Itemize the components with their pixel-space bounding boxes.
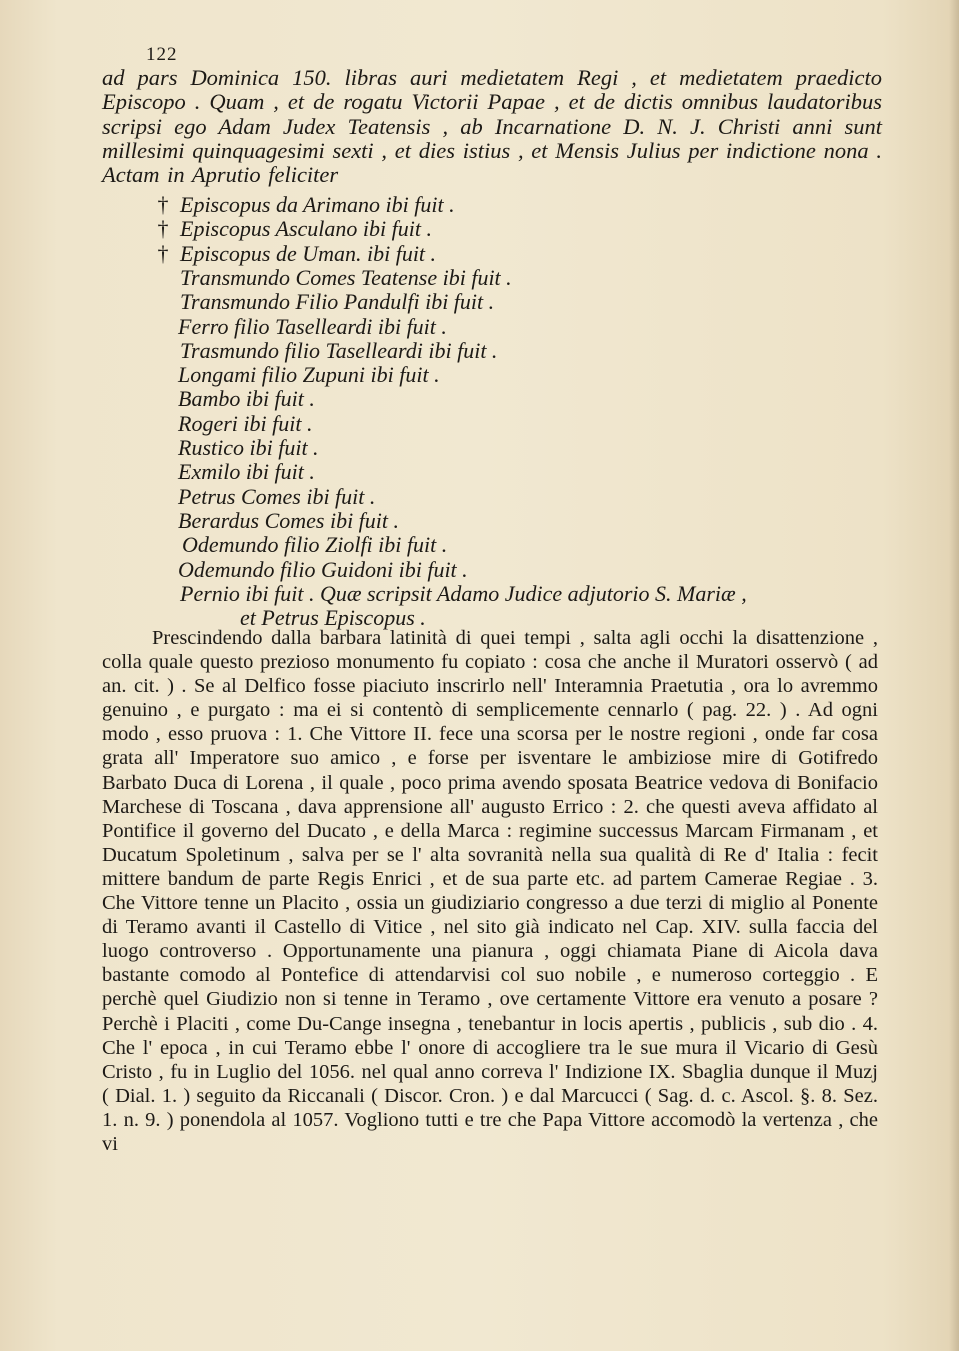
- signature-line: [152, 217, 432, 241]
- signature-text: Odemundo filio Guidoni ibi fuit .: [178, 556, 468, 582]
- signature-text: Transmundo Comes Teatense ibi fuit .: [180, 264, 512, 290]
- signature-line: [178, 412, 312, 436]
- signature-line: [178, 436, 319, 460]
- signature-line: [180, 582, 747, 606]
- signature-text: Longami filio Zupuni ibi fuit .: [178, 362, 440, 388]
- signature-line: [178, 315, 447, 339]
- signature-line: [178, 363, 440, 387]
- signature-text: Rustico ibi fuit .: [178, 435, 319, 460]
- signature-line: [178, 509, 399, 533]
- signature-text: Episcopus de Uman. ibi fuit .: [180, 240, 437, 266]
- signature-text: Rogeri ibi fuit .: [178, 410, 313, 436]
- signature-line: [178, 387, 315, 411]
- signature-line: [178, 485, 375, 509]
- signature-line: [178, 558, 468, 582]
- page-edge-shadow: [949, 0, 959, 1351]
- signature-text: Episcopus Asculano ibi fuit .: [180, 216, 432, 242]
- signature-text: Ferro filio Taselleardi ibi fuit .: [178, 313, 447, 339]
- signature-text: Episcopus da Arimano ibi fuit .: [180, 192, 455, 217]
- signature-line: [180, 266, 512, 290]
- page-number: 122: [146, 44, 178, 65]
- signature-text: Trasmundo filio Taselleardi ibi fuit .: [180, 337, 498, 363]
- signature-line: [180, 290, 494, 314]
- signature-text: Odemundo filio Ziolfi ibi fuit .: [182, 532, 448, 558]
- cross-mark-icon: †: [157, 192, 169, 217]
- signature-line: [152, 242, 436, 266]
- signature-text: Exmilo ibi fuit .: [178, 459, 315, 485]
- signature-text: Berardus Comes ibi fuit .: [178, 507, 400, 533]
- cross-mark-icon: †: [157, 216, 169, 242]
- commentary-text: Prescindendo dalla barbara latinità di quei tempi , salta agli occhi la disattenzione , colla quale questo prezioso monumento fu copiato : cosa che anche il Muratori osservò ( ad an. cit. ) . Se al Delfico fosse piaciuto inscrirlo nell' Interamnia Praetutia , ora lo avremmo genuino , e purgato : ma ei si contentò di semplicemente cennarlo ( pag. 22. ) . Ad ogni modo , esso pruova : 1. Che Vittore II. fece una scorsa per le nostre regioni , onde far cosa grata all' Imperatore suo amico , e forse per isventare le ambiziose mire di Gotifredo Barbato Duca di Lorena , il quale , poco prima avendo sposata Beatrice vedova di Bonifacio Marchese di Toscana , dava apprensione all' augusto Errico : 2. che questi aveva affidato al Pontifice il governo del Ducato , e della Marca : regimine successus Marcam Firmanam , et Ducatum Spoletinum , salva per se l' alta sovranità nella sua qualità di Re d' Italia : fecit mittere bandum de parte Regis Enrici , et de sua parte etc. ad partem Camerae Regiae . 3. Che Vittore tenne un Placito , ossia un giudiziario congresso a due terzi di miglio al Ponente di Teramo avanti il Castello di Vitice , nel sito già indicato nel Cap. XIV. sulla faccia del luogo controverso . Opportunamente una pianura , oggi chiamata Piane di Aicola dava bastante comodo al Pontefice di attendarvisi col suo nobile , e numeroso corteggio . E perchè quel Giudizio non si tenne in Teramo , ove certamente Vittore era venuto a posare ? Perchè i Placiti , come Du-Cange insegna , tenebantur in locis apertis , publicis , sub dio . 4. Che l' epoca , in cui Teramo ebbe l' onore di accogliere tra le sue mura il Vicario di Gesù Cristo , fu in Luglio del 1056. nel qual anno correva l' Indizione IX. Sbaglia dunque il Muzj ( Dial. 1. ) seguito da Riccanali ( Discor. Cron. ) e dal Marcucci ( Sag. d. c. Ascol. §. 8. Sez. 1. n. 9. ) ponendola al 1057. Vogliono tutti e tre che Papa Vittore accomodò la vertenza , che vi: [102, 627, 878, 1155]
- commentary-paragraph: [102, 626, 878, 1156]
- signature-line: [180, 339, 497, 363]
- signature-line: [182, 533, 447, 557]
- signature-text: Petrus Comes ibi fuit .: [178, 483, 376, 509]
- signature-text: et Petrus Episcopus .: [240, 605, 426, 631]
- signature-line: [152, 193, 455, 217]
- signature-text: Bambo ibi fuit .: [178, 386, 315, 412]
- latin-charter-paragraph: ad pars Dominica 150. libras auri medietatem Regi , et medietatem praedicto Episcopo . Quam , et de rogatu Victorii Papae , et de dictis omnibus laudatoribus scripsi ego Adam Judex Teatensis , ab Incarnatione D. N. J. Christi anni sunt millesimi quinquagesimi sexti , et dies istius , et Mensis Julius per indictione nona . Actam in Aprutio feliciter: [102, 65, 882, 188]
- signature-text: Transmundo Filio Pandulfi ibi fuit .: [180, 289, 495, 315]
- signature-line: [178, 460, 315, 484]
- signature-text: Pernio ibi fuit . Quæ scripsit Adamo Judice adjutorio S. Mariæ ,: [180, 580, 747, 606]
- cross-mark-icon: †: [157, 240, 169, 266]
